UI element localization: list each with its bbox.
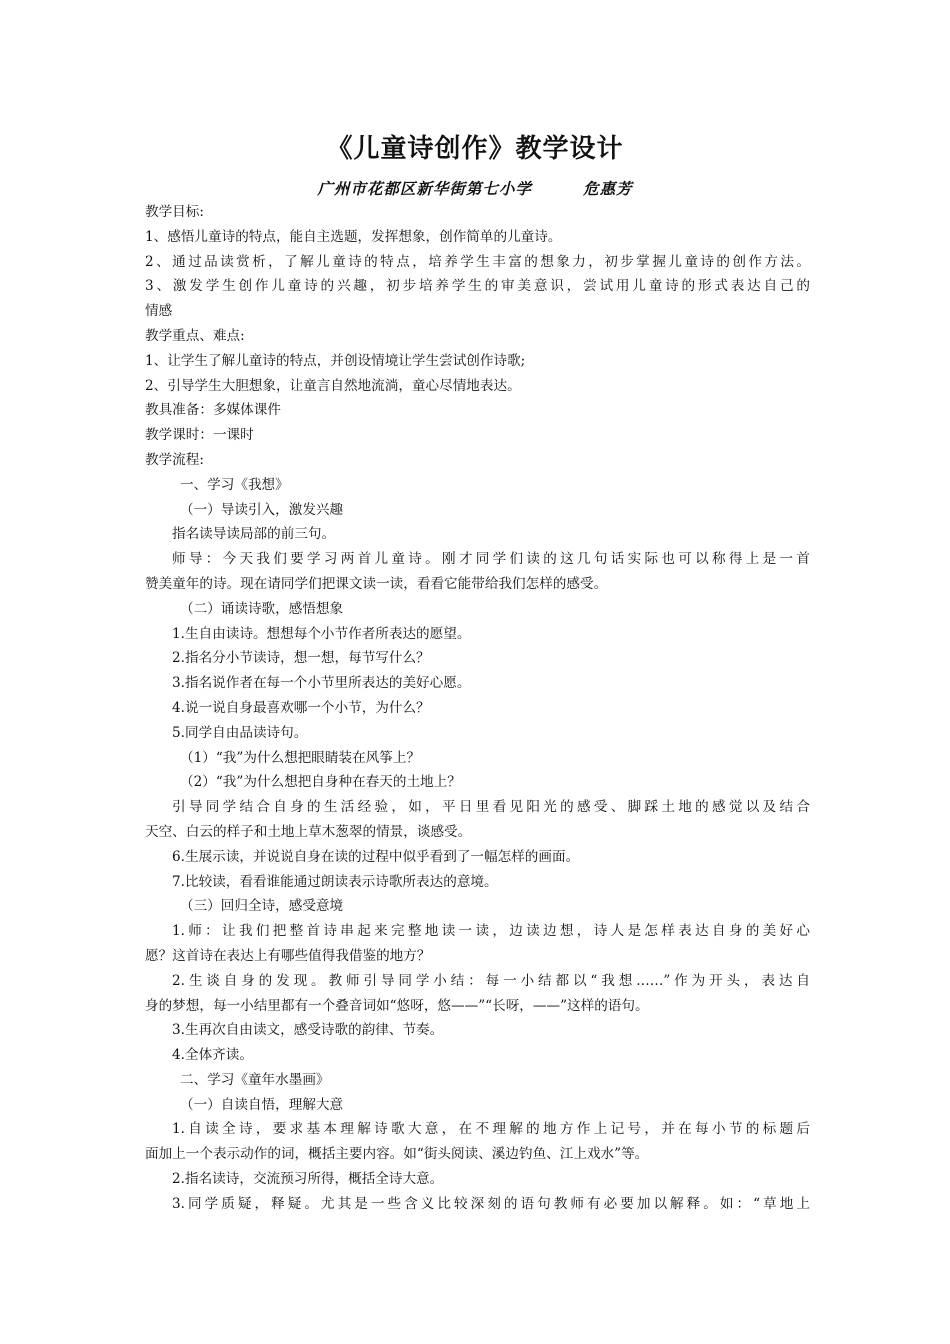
text-line: 3.指名说作者在每一个小节里所表达的美好心愿。 bbox=[172, 675, 471, 692]
text-line: （2）“我”为什么想把自身种在春天的土地上？ bbox=[180, 774, 461, 791]
text-line: 教学重点、难点: bbox=[145, 327, 245, 344]
document-title: 《儿童诗创作》教学设计 bbox=[326, 134, 624, 164]
text-line: 5.同学自由品读诗句。 bbox=[172, 724, 308, 741]
text-line: 2.指名读诗，交流预习所得，概括全诗大意。 bbox=[172, 1171, 444, 1188]
text-line: （三）回归全诗，感受意境 bbox=[180, 898, 344, 915]
text-line: 教学课时：一课时 bbox=[145, 427, 254, 444]
text-line: 1.生自由读诗。想想每个小节作者所表达的愿望。 bbox=[172, 625, 471, 642]
text-line: 6.生展示读，并说说自身在读的过程中似乎看到了一幅怎样的画面。 bbox=[172, 848, 580, 865]
text-line: 4.说一说自身最喜欢哪一个小节，为什么？ bbox=[172, 699, 430, 716]
text-line: （一）自读自悟，理解大意 bbox=[180, 1096, 344, 1113]
document-subtitle: 广州市花都区新华街第七小学 危惠芳 bbox=[317, 180, 633, 198]
text-line: 天空、白云的样子和土地上草木葱翠的情景，谈感受。 bbox=[145, 823, 472, 840]
text-line: （二）诵读诗歌，感悟想象 bbox=[180, 600, 344, 617]
text-line: 2、引导学生大胆想象，让童言自然地流淌，童心尽情地表达。 bbox=[145, 377, 521, 394]
text-line: 3.同学质疑，释疑。尤其是一些含义比较深刻的语句教师有必要加以解释。如：“草地上 bbox=[172, 1195, 810, 1212]
document-body bbox=[145, 200, 810, 1217]
text-line: 2.生谈自身的发现。教师引导同学小结：每一小结都以“我想……”作为开头，表达自 bbox=[172, 972, 810, 989]
text-line: 1.自读全诗，要求基本理解诗歌大意，在不理解的地方作上记号，并在每小节的标题后 bbox=[172, 1121, 810, 1138]
text-line: 3.生再次自由读文，感受诗歌的韵律、节奏。 bbox=[172, 1022, 444, 1039]
text-line: 师导：今天我们要学习两首儿童诗。刚才同学们读的这几句话实际也可以称得上是一首 bbox=[172, 551, 810, 568]
text-line: 4.全体齐读。 bbox=[172, 1047, 253, 1064]
text-line: 教具准备：多媒体课件 bbox=[145, 402, 281, 419]
text-line: 1.师：让我们把整首诗串起来完整地读一读，边读边想，诗人是怎样表达自身的美好心 bbox=[172, 923, 810, 940]
text-line: 3、激发学生创作儿童诗的兴趣，初步培养学生的审美意识，尝试用儿童诗的形式表达自己的 bbox=[145, 278, 810, 295]
text-line: 2、通过品读赏析，了解儿童诗的特点，培养学生丰富的想象力，初步掌握儿童诗的创作方法。 bbox=[145, 253, 810, 270]
text-line: 愿？这首诗在表达上有哪些值得我借鉴的地方？ bbox=[145, 947, 431, 964]
text-line: 身的梦想，每一小结里都有一个叠音词如“悠呀，悠——”“长呀，——”这样的语句。 bbox=[145, 997, 649, 1014]
text-line: 1、让学生了解儿童诗的特点，并创设情境让学生尝试创作诗歌; bbox=[145, 352, 526, 369]
text-line: 情感 bbox=[145, 303, 173, 320]
text-line: 2.指名分小节读诗，想一想，每节写什么？ bbox=[172, 650, 430, 667]
text-line: 赞美童年的诗。现在请同学们把课文读一读，看看它能带给我们怎样的感受。 bbox=[145, 575, 608, 592]
text-line: 教学目标: bbox=[145, 204, 204, 220]
text-line: 引导同学结合自身的生活经验，如，平日里看见阳光的感受、脚踩土地的感觉以及结合 bbox=[172, 799, 810, 816]
text-line: 面加上一个表示动作的词，概括主要内容。如“街头阅读、溪边钓鱼、江上戏水”等。 bbox=[145, 1146, 649, 1163]
text-line: （一）导读引入，激发兴趣 bbox=[180, 501, 344, 518]
text-line: 一、学习《我想》 bbox=[180, 476, 289, 493]
text-line: 二、学习《童年水墨画》 bbox=[180, 1071, 330, 1088]
text-line: 指名读导读局部的前三句。 bbox=[172, 526, 336, 543]
text-line: 7.比较读，看看谁能通过朗读表示诗歌所表达的意境。 bbox=[172, 873, 498, 890]
text-line: 教学流程: bbox=[145, 451, 204, 468]
text-line: 1、感悟儿童诗的特点，能自主选题，发挥想象，创作简单的儿童诗。 bbox=[145, 228, 562, 245]
text-line: （1）“我”为什么想把眼睛装在风筝上？ bbox=[180, 749, 421, 766]
